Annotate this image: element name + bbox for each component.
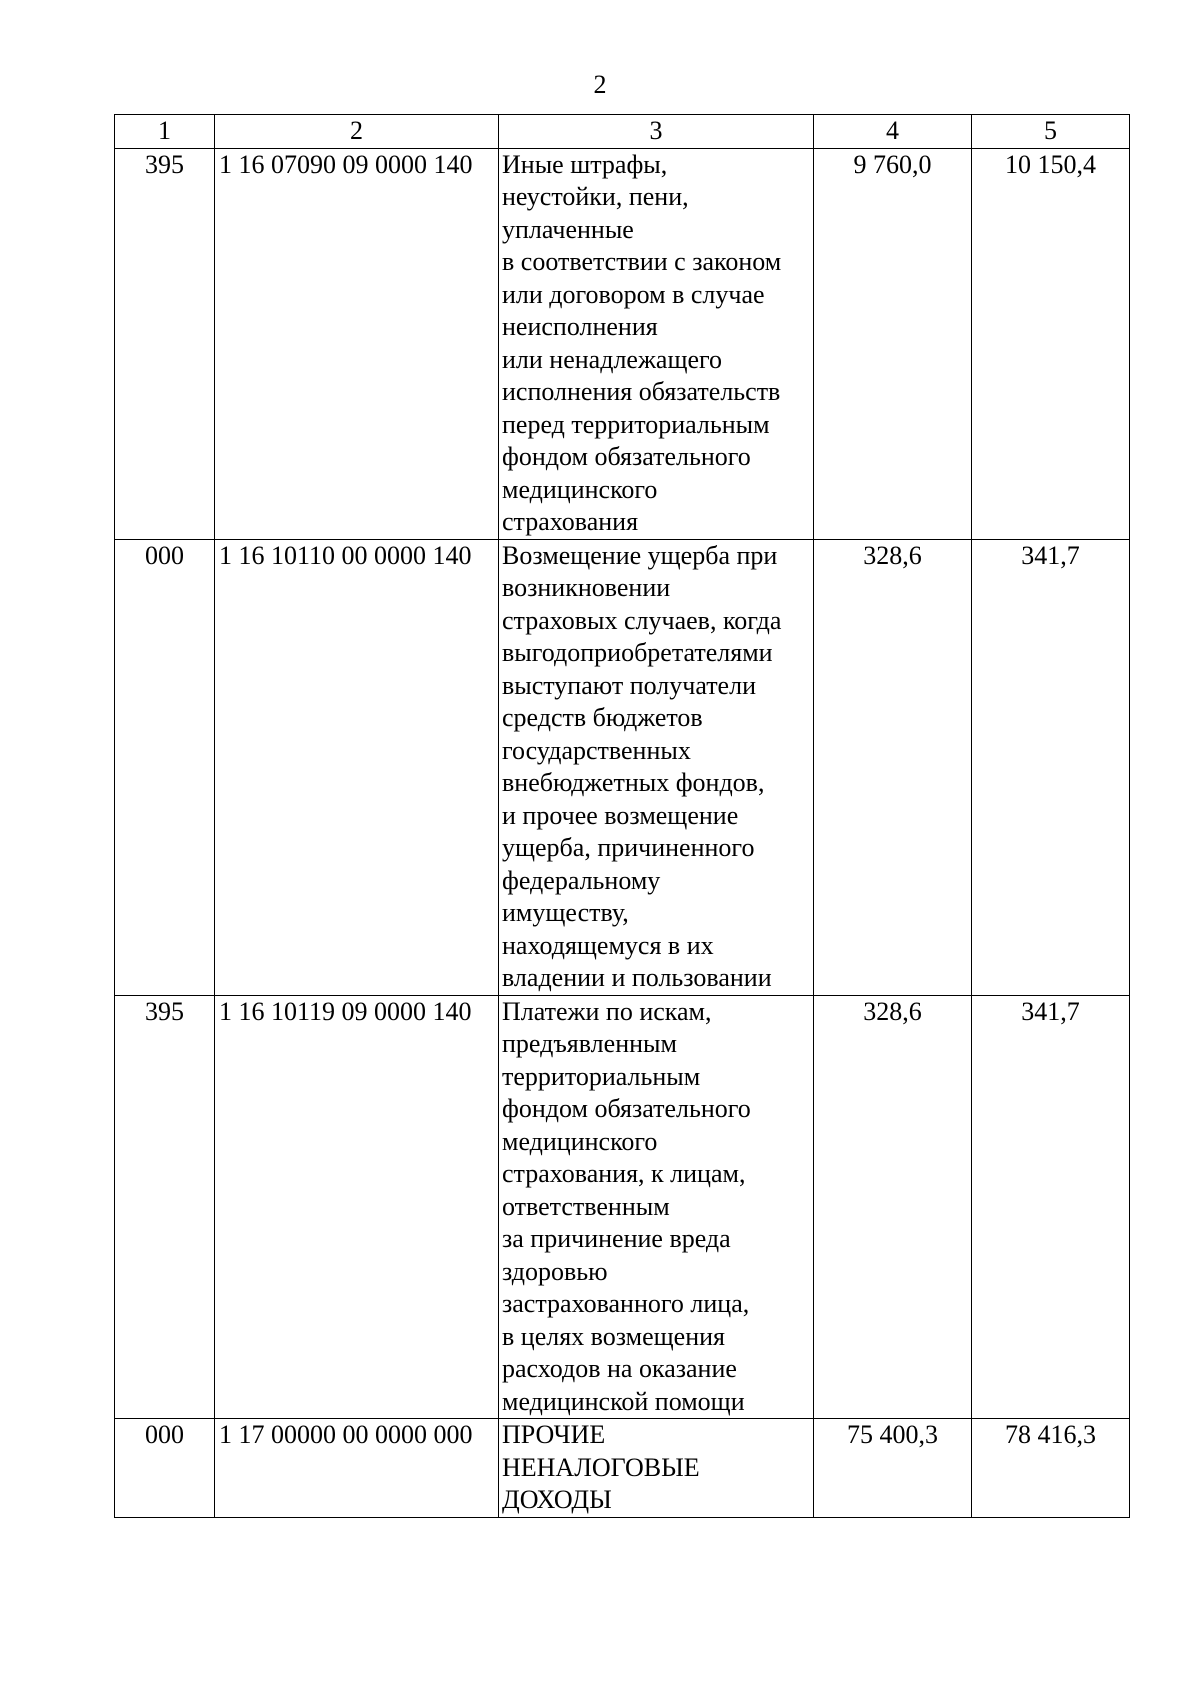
description-line: медицинской помощи — [502, 1386, 745, 1416]
description-line: страхования, к лицам, — [502, 1159, 746, 1188]
amount-year2-cell: 341,7 — [972, 995, 1130, 1419]
amount-year1-cell: 328,6 — [814, 995, 972, 1419]
description-line: территориальным — [502, 1061, 701, 1091]
description-line: Возмещение ущерба при — [502, 540, 778, 570]
description-line: или ненадлежащего — [502, 344, 723, 374]
description-line: неустойки, пени, — [502, 182, 689, 211]
table-row — [115, 539, 1130, 995]
description-cell — [499, 148, 814, 539]
description-line: уплаченные — [502, 214, 634, 244]
description-line: ДОХОДЫ — [502, 1485, 612, 1514]
description-line: ПРОЧИЕ — [502, 1420, 606, 1449]
admin-code-cell: 000 — [115, 539, 215, 995]
description-line: в соответствии с законом — [502, 247, 782, 276]
description-line: владении и пользовании — [502, 963, 772, 992]
description-line: внебюджетных фондов, — [502, 768, 765, 797]
description-cell — [499, 1419, 814, 1518]
description-line: находящемуся в их — [502, 930, 714, 960]
description-line: фондом обязательного — [502, 442, 751, 471]
description-line: имуществу, — [502, 898, 629, 927]
description-line: ущерба, причиненного — [502, 833, 755, 862]
description-line: НЕНАЛОГОВЫЕ — [502, 1452, 700, 1482]
description-line: медицинского — [502, 1126, 658, 1156]
amount-year2-cell: 78 416,3 — [972, 1419, 1130, 1518]
description-line: средств бюджетов — [502, 703, 703, 732]
revenue-code-cell: 1 16 10110 00 0000 140 — [215, 539, 499, 995]
header-cell-1: 1 — [115, 115, 215, 149]
amount-year2-cell: 10 150,4 — [972, 148, 1130, 539]
description-line: перед территориальным — [502, 409, 770, 439]
page-number: 2 — [593, 70, 607, 99]
description-line: здоровью — [502, 1256, 608, 1286]
admin-code-cell: 395 — [115, 995, 215, 1419]
description-line: фондом обязательного — [502, 1094, 751, 1123]
description-cell — [499, 995, 814, 1419]
description-line: Иные штрафы, — [502, 149, 668, 179]
header-cell-2: 2 — [215, 115, 499, 149]
admin-code-cell: 395 — [115, 148, 215, 539]
amount-year1-cell: 328,6 — [814, 539, 972, 995]
description-line: государственных — [502, 735, 691, 765]
description-line: возникновении — [502, 573, 671, 602]
description-line: выступают получатели — [502, 670, 756, 700]
description-line: застрахованного лица, — [502, 1289, 750, 1318]
header-cell-4: 4 — [814, 115, 972, 149]
description-line: или договором в случае — [502, 279, 765, 309]
amount-year1-cell: 75 400,3 — [814, 1419, 972, 1518]
description-line: медицинского — [502, 474, 658, 504]
description-line: Платежи по искам, — [502, 996, 712, 1026]
description-line: расходов на оказание — [502, 1354, 737, 1383]
description-line: страховых случаев, когда — [502, 605, 782, 635]
description-line: неисполнения — [502, 312, 658, 341]
description-cell — [499, 539, 814, 995]
table-row — [115, 148, 1130, 539]
description-line: страхования — [502, 507, 639, 536]
description-line: и прочее возмещение — [502, 800, 739, 830]
description-line: выгодоприобретателями — [502, 638, 773, 667]
header-cell-5: 5 — [972, 115, 1130, 149]
description-line: в целях возмещения — [502, 1321, 726, 1351]
description-line: ответственным — [502, 1191, 670, 1221]
revenue-code-cell: 1 16 10119 09 0000 140 — [215, 995, 499, 1419]
amount-year2-cell: 341,7 — [972, 539, 1130, 995]
amount-year1-cell: 9 760,0 — [814, 148, 972, 539]
table-header-row — [115, 115, 1130, 149]
description-line: федеральному — [502, 865, 661, 895]
table-row — [115, 995, 1130, 1419]
description-line: за причинение вреда — [502, 1224, 731, 1253]
revenue-code-cell: 1 16 07090 09 0000 140 — [215, 148, 499, 539]
budget-table — [114, 114, 1130, 1518]
header-cell-3: 3 — [499, 115, 814, 149]
admin-code-cell: 000 — [115, 1419, 215, 1518]
table-row — [115, 1419, 1130, 1518]
revenue-code-cell: 1 17 00000 00 0000 000 — [215, 1419, 499, 1518]
description-line: предъявленным — [502, 1029, 677, 1058]
description-line: исполнения обязательств — [502, 377, 781, 406]
